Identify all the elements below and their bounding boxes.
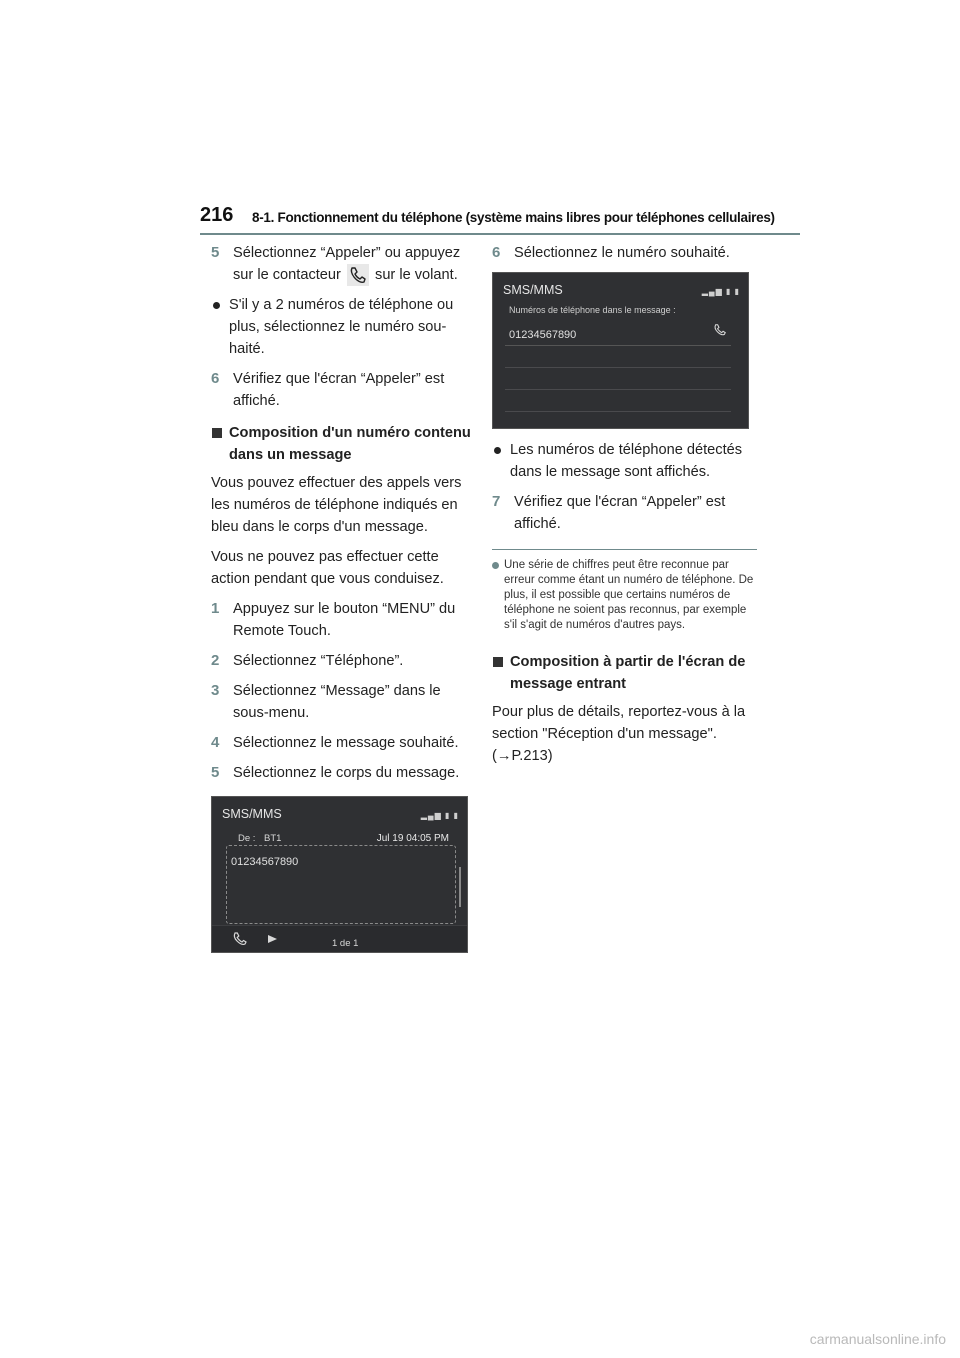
step-number: 6 (211, 370, 220, 388)
page-indicator: 1 de 1 (332, 938, 359, 950)
step-text: Sélectionnez “Message” dans le sous-menu. (233, 683, 441, 722)
paragraph-blue-numbers: Vous pouvez effectuer des appels vers les numéros de téléphone indiqués en bleu dans le corps d'un message. (211, 475, 462, 536)
screen-title: SMS/MMS (222, 807, 282, 822)
step-number: 5 (211, 244, 220, 261)
step-6-verify (211, 368, 476, 412)
step-text: Sélectionnez “Téléphone”. (233, 653, 404, 670)
bottom-bar (212, 925, 467, 952)
step-text: Vérifiez que l'écran “Appeler” est affiché. (514, 494, 726, 532)
left-column (211, 242, 476, 953)
right-column (492, 242, 757, 775)
bullet-dot (213, 302, 220, 309)
step-6-select-number (492, 242, 757, 264)
section-title: Composition d'un numéro contenu dans un message (229, 425, 471, 464)
page-number: 216 (200, 204, 234, 226)
section-heading-number-in-message (211, 422, 476, 466)
step-5-select-body (211, 762, 476, 784)
note-text: Une série de chiffres peut être reconnue par erreur comme étant un numéro de téléphone. De plus, il est possible que certains numéros de téléphone ne soient pas reconnus, par exemple s'il s'agit de numéros d'autres pays. (504, 559, 754, 631)
step-4-select-message (211, 732, 476, 754)
watermark: carmanualsonline.info (809, 1331, 946, 1347)
bullet-detected-numbers (492, 439, 757, 483)
screen-title: SMS/MMS (503, 283, 563, 297)
from-label: De : (238, 833, 256, 845)
step-2-phone (211, 650, 476, 672)
section-square-icon (212, 428, 222, 438)
from-value: BT1 (264, 833, 282, 845)
paragraph-reference: Pour plus de détails, reportez-vous à la section "Réception d'un message". (→P.213) (492, 704, 746, 764)
from-row (226, 827, 453, 843)
scrollbar[interactable] (459, 867, 461, 907)
step-5-call (211, 242, 476, 286)
step-7-verify (492, 491, 757, 535)
step-1-menu (211, 598, 476, 642)
step-text: Sélectionnez le corps du message. (233, 765, 460, 782)
screenshot-number-list (492, 272, 749, 429)
header-divider (200, 233, 800, 235)
paragraph-driving-warning: Vous ne pouvez pas effectuer cette action pendant que vous conduisez. (211, 549, 444, 588)
bullet-dot (494, 447, 501, 454)
step-number: 2 (211, 652, 220, 670)
status-icons: ▂▄▆ ▮ ▮ (701, 287, 740, 296)
step-number: 7 (492, 493, 501, 510)
bullet-multiple-numbers (211, 294, 476, 360)
list-number: 01234567890 (509, 329, 577, 341)
step-number: 1 (211, 600, 220, 618)
step-number: 5 (211, 764, 220, 782)
list-divider (505, 411, 731, 412)
step-text-end: sur le volant. (375, 267, 458, 283)
step-number: 4 (211, 734, 220, 752)
step-number: 3 (211, 682, 220, 700)
note-divider (492, 549, 757, 550)
message-body-box[interactable] (226, 845, 456, 924)
step-text: Vérifiez que l'écran “Appeler” est affiché. (233, 371, 445, 410)
bullet-text: S'il y a 2 numéros de téléphone ou plus, sélectionnez le numéro sou-haité. (229, 297, 454, 358)
note-dot (492, 562, 499, 569)
screen-subtitle: Numéros de téléphone dans le message : (509, 305, 676, 315)
section-title: Composition à partir de l'écran de message entrant (510, 654, 746, 692)
note-recognition (492, 558, 757, 633)
step-number: 6 (492, 244, 501, 261)
call-icon[interactable] (232, 931, 248, 947)
call-icon[interactable] (713, 323, 727, 337)
message-number[interactable]: 01234567890 (231, 856, 299, 869)
section-square-icon (493, 657, 503, 667)
bullet-text: Les numéros de téléphone détectés dans le message sont affichés. (510, 442, 743, 480)
step-text: Sélectionnez “Appeler” ou appuyez sur le contacteur (233, 245, 461, 283)
screenshot-message-body (211, 796, 468, 953)
list-divider (505, 367, 731, 368)
step-3-message (211, 680, 476, 724)
phone-switch-icon (347, 264, 369, 286)
chapter-title: 8-1. Fonctionnement du téléphone (système mains libres pour téléphones cellulaires) (252, 210, 775, 225)
step-text: Sélectionnez le numéro souhaité. (514, 245, 730, 261)
number-list-item[interactable] (505, 317, 731, 346)
page-header (200, 204, 800, 238)
step-text: Sélectionnez le message souhaité. (233, 735, 459, 752)
step-text: Appuyez sur le bouton “MENU” du Remote Touch. (233, 601, 456, 640)
list-divider (505, 389, 731, 390)
message-date: Jul 19 04:05 PM (376, 833, 449, 845)
section-heading-incoming-message (492, 651, 757, 695)
status-icons: ▂▄▆ ▮ ▮ (420, 811, 459, 821)
play-icon[interactable] (264, 931, 280, 947)
